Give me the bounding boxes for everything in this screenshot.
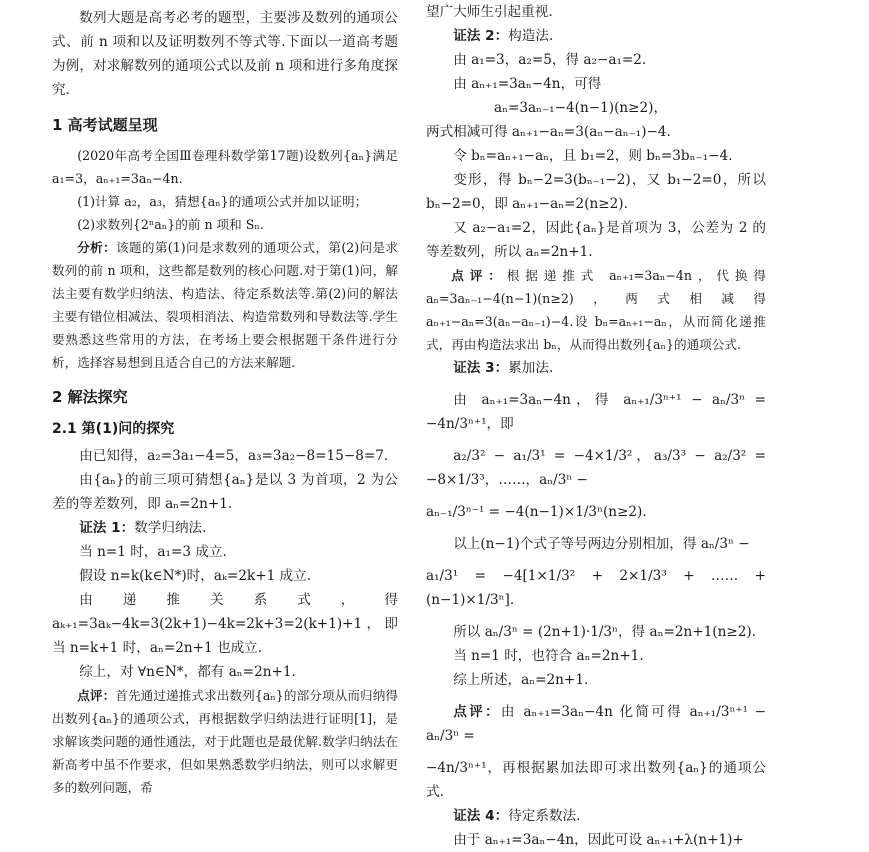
proof-1-step-2: 假设 n=k(k∈N*)时，aₖ=2k+1 成立. (79, 568, 312, 584)
proof-4-label: 证法 4： (453, 808, 509, 824)
subsection-heading-2-1: 2.1 第(1)问的探究 (52, 421, 175, 437)
comment-3-continued: −4n/3ⁿ⁺¹，再根据累加法即可求出数列{aₙ}的通项公式. (426, 760, 766, 800)
proof-1-step-3: 由递推关系式，得 aₖ₊₁=3aₖ−4k=3(2k+1)−4k=2k+3=2(k+1)+1，即当 n=k+1 时，aₙ=2n+1 也成立. (52, 592, 398, 656)
proof-4-heading (426, 804, 766, 828)
comment-2-label: 点评： (451, 268, 507, 283)
proof-2-label: 证法 2： (453, 28, 509, 44)
proof-2-step-3: aₙ=3aₙ₋₁−4(n−1)(n≥2)， (494, 100, 668, 116)
analysis-label: 分析： (77, 240, 117, 255)
comment-3 (426, 700, 766, 748)
proof-4-title: 待定系数法. (508, 808, 581, 824)
comment-1-text: 首先通过递推式求出数列{aₙ}的部分项从而归纳得出数列{aₙ}的通项公式，再根据数学归纳法进行证明[1]，是求解该类问题的通性通法，对于此题也是最优解.数学归纳法在新高考中虽不作要求，但如果熟悉数学归纳法，则可以求解更多的数列问题，希 (52, 688, 399, 795)
proof-3-step-8: 综上所述，aₙ=2n+1. (453, 672, 589, 688)
proof-3-step-2: a₂/3² − a₁/3¹ = −4×1/3²，a₃/3³ − a₂/3² = −8×1/3³，……，aₙ/3ⁿ − (426, 448, 766, 488)
comment-2 (426, 264, 766, 356)
proof-3-step-4: 以上(n−1)个式子等号两边分别相加，得 aₙ/3ⁿ − (453, 536, 750, 552)
proof-2-step-2: 由 aₙ₊₁=3aₙ−4n，可得 (453, 76, 602, 92)
proof-2-title: 构造法. (508, 28, 554, 44)
proof-2-heading (426, 24, 766, 48)
proof-2-step-7: 又 a₂−a₁=2，因此{aₙ}是首项为 3，公差为 2 的等差数列，所以 aₙ=2n+1. (426, 220, 766, 260)
proof-1-step-4: 综上，对 ∀n∈N*，都有 aₙ=2n+1. (79, 664, 296, 680)
section-heading-1: 1 高考试题呈现 (52, 116, 158, 134)
proof-3-label: 证法 3： (453, 360, 509, 376)
comment-3-text: 由 aₙ₊₁=3aₙ−4n 化简可得 aₙ₊₁/3ⁿ⁺¹ − aₙ/3ⁿ = (426, 704, 766, 744)
known-values: 由已知得，a₂=3a₁−4=5，a₃=3a₂−8=15−8=7. (79, 448, 389, 464)
comment-1-label: 点评： (77, 688, 116, 703)
proof-2-step-6: 变形，得 bₙ−2=3(bₙ₋₁−2)，又 b₁−2=0，所以 bₙ−2=0，即 aₙ₊₁−aₙ=2(n≥2). (426, 172, 766, 212)
proof-1-step-1: 当 n=1 时，a₁=3 成立. (79, 544, 227, 560)
section-heading-2: 2 解法探究 (52, 388, 128, 406)
proof-1-heading (52, 516, 398, 540)
problem-statement: (2020年高考全国Ⅲ卷理科数学第17题)设数列{aₙ}满足 a₁=3，aₙ₊₁=3aₙ−4n. (52, 148, 398, 186)
comment-1 (52, 684, 398, 799)
comment-2-text: 根据递推式 aₙ₊₁=3aₙ−4n，代换得 aₙ=3aₙ₋₁−4(n−1)(n≥2)，两式相减得 aₙ₊₁−aₙ=3(aₙ−aₙ₋₁)−4.设 bₙ=aₙ₊₁−aₙ，从而简化递推式，再由构造法求出 bₙ，从而得出数列{aₙ}的通项公式. (426, 268, 766, 352)
analysis-paragraph (52, 236, 398, 374)
proof-1-title: 数学归纳法. (134, 520, 207, 536)
analysis-text: 该题的第(1)问是求数列的通项公式，第(2)问是求数列的前 n 项和，这些都是数列的核心问题.对于第(1)问，解法主要有数学归纳法、构造法、待定系数法等.第(2)问的解法主要有错位相减法、裂项相消法、构造常数列和导数法等.学生要熟悉这些常用的方法，在考场上要会根据题干条件进行分析，选择容易想到且适合自己的方法来解题. (52, 240, 399, 370)
right-column (426, 0, 766, 852)
proof-3-step-1: 由 aₙ₊₁=3aₙ−4n，得 aₙ₊₁/3ⁿ⁺¹ − aₙ/3ⁿ = −4n/3ⁿ⁺¹，即 (426, 392, 766, 432)
left-column (52, 0, 398, 799)
question-1: (1)计算 a₂，a₃，猜想{aₙ}的通项公式并加以证明； (77, 194, 368, 209)
proof-2-step-1: 由 a₁=3，a₂=5，得 a₂−a₁=2. (453, 52, 647, 68)
proof-4-step-1: 由于 aₙ₊₁=3aₙ−4n，因此可设 aₙ₊₁+λ(n+1)+ (453, 832, 744, 848)
proof-2-step-4: 两式相减可得 aₙ₊₁−aₙ=3(aₙ−aₙ₋₁)−4. (426, 124, 671, 140)
proof-3-step-3: aₙ₋₁/3ⁿ⁻¹ = −4(n−1)×1/3ⁿ(n≥2). (426, 504, 647, 520)
comment-3-label: 点评： (453, 704, 501, 720)
proof-3-heading (426, 356, 766, 380)
proof-3-title: 累加法. (508, 360, 554, 376)
proof-3-step-7: 当 n=1 时，也符合 aₙ=2n+1. (453, 648, 644, 664)
question-2: (2)求数列{2ⁿaₙ}的前 n 项和 Sₙ. (77, 217, 264, 232)
guess-paragraph: 由{aₙ}的前三项可猜想{aₙ}是以 3 为首项，2 为公差的等差数列，即 aₙ=2n+1. (52, 472, 398, 512)
proof-1-label: 证法 1： (79, 520, 135, 536)
intro-paragraph: 数列大题是高考必考的题型，主要涉及数列的通项公式、前 n 项和以及证明数列不等式等.下面以一道高考题为例，对求解数列的通项公式以及前 n 项和进行多角度探究. (52, 10, 398, 98)
proof-3-step-5: a₁/3¹ = −4[1×1/3² + 2×1/3³ + …… + (n−1)×1/3ⁿ]. (426, 568, 766, 608)
proof-2-step-5: 令 bₙ=aₙ₊₁−aₙ，且 b₁=2，则 bₙ=3bₙ₋₁−4. (453, 148, 733, 164)
proof-3-step-6: 所以 aₙ/3ⁿ = (2n+1)·1/3ⁿ，得 aₙ=2n+1(n≥2). (453, 624, 756, 640)
continued-text: 望广大师生引起重视. (426, 4, 553, 20)
